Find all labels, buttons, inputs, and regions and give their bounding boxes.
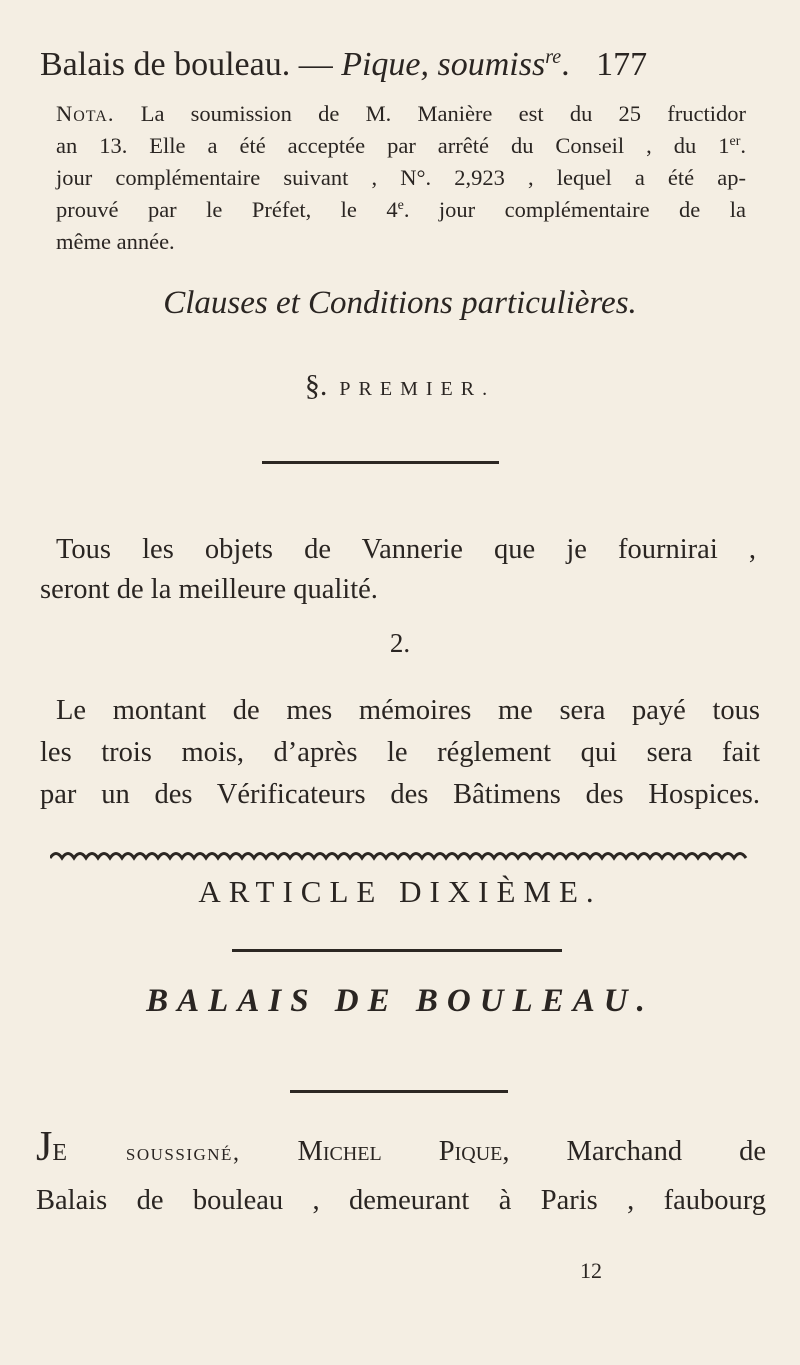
paragraph-line: les trois mois, d’après le réglement qui sera fait: [40, 737, 760, 768]
nota-label: Nota.: [56, 101, 115, 126]
clauses-heading: Clauses et Conditions particulières.: [163, 285, 637, 321]
nota-line: même année.: [56, 229, 175, 254]
running-header: Balais de bouleau. — Pique, soumiss$^{re}$. 177: [40, 46, 648, 83]
nota-line: Nota. La soumission de M. Manière est du 25 fructidor: [56, 101, 746, 126]
nota-paragraph: [56, 98, 746, 258]
nota-line: an 13. Elle a été acceptée par arrêté du Conseil , du 1er.: [56, 133, 746, 158]
section-rule: [262, 461, 499, 464]
ornament-pattern: [50, 854, 746, 859]
paragraph-line: seront de la meilleure qualité.: [40, 574, 378, 605]
paragraph-line: JE soussigné, Michel Pique, Marchand de: [36, 1124, 767, 1170]
paragraph-line: par un des Vérificateurs des Bâtimens des Hospices.: [40, 779, 760, 810]
section-two-number: 2.: [389, 628, 411, 658]
section-premier-label: PREMIER.: [339, 378, 496, 400]
article-heading: ARTICLE DIXIÈME.: [198, 874, 602, 909]
balais-rule: [290, 1090, 508, 1093]
drop-cap: J: [36, 1124, 53, 1170]
header-italic-title: Pique, soumiss$^{re}$: [341, 46, 562, 83]
paragraph-line: Balais de bouleau , demeurant à Paris , faubourg: [36, 1185, 766, 1216]
paragraph-line: Le montant de mes mémoires me sera payé tous: [56, 695, 760, 726]
soussigne-text: E soussigné,: [52, 1140, 241, 1166]
paragraph-line: Tous les objets de Vannerie que je fournirai ,: [56, 534, 756, 565]
ornamental-border: [50, 848, 750, 862]
paragraph-three: [36, 1124, 767, 1225]
paragraph-two: [40, 690, 760, 816]
author-name: Michel Pique,: [297, 1136, 510, 1167]
signature-mark: 12: [580, 1258, 602, 1283]
section-sign: §.: [304, 369, 328, 402]
nota-line: jour complémentaire suivant , N°. 2,923 , lequel a été ap-: [56, 165, 746, 190]
article-rule: [232, 949, 562, 952]
page-number: 177: [596, 46, 648, 83]
nota-line: prouvé par le Préfet, le 4e. jour complémentaire de la: [56, 197, 746, 222]
balais-heading: BALAIS DE BOULEAU.: [146, 983, 654, 1019]
header-title: Balais de bouleau. —: [40, 46, 333, 83]
paragraph-one: [40, 530, 756, 610]
section-premier-heading: [0, 369, 800, 403]
